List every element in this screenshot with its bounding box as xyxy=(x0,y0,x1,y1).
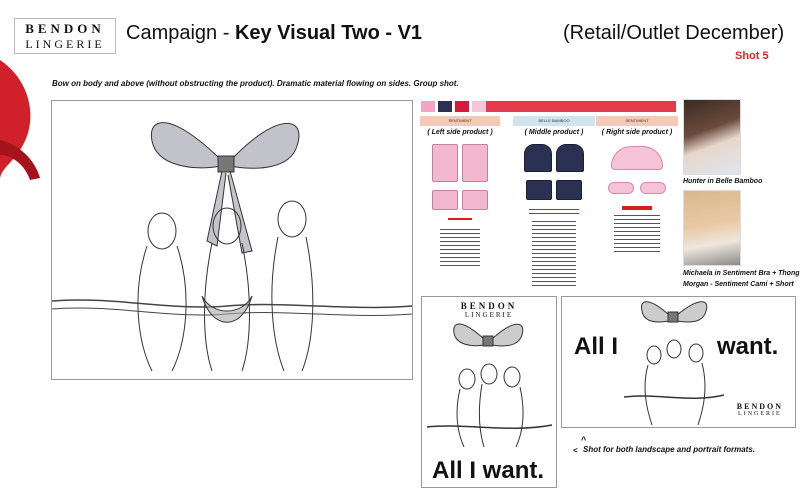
model-photo-hunter xyxy=(683,99,741,175)
thong-pink-image-2 xyxy=(640,182,666,194)
product-header-middle: BELLE BAMBOO xyxy=(513,116,595,126)
portrait-sketch xyxy=(422,319,556,449)
product-position-left: ( Left side product ) xyxy=(427,129,493,136)
color-swatch-pink xyxy=(421,101,435,112)
color-swatch-red xyxy=(455,101,469,112)
landscape-logo xyxy=(737,402,783,417)
product-details-right xyxy=(614,212,660,252)
product-column-middle xyxy=(513,116,595,290)
portrait-format-card xyxy=(421,296,557,488)
color-swatch-navy xyxy=(438,101,452,112)
product-code-middle-red xyxy=(529,206,579,216)
page-subtitle: (Retail/Outlet December) xyxy=(563,22,785,44)
product-column-right xyxy=(596,116,678,254)
product-details-middle xyxy=(532,218,576,288)
thong-pink-image xyxy=(608,182,634,194)
brief-text: Bow on body and above (without obstructing the product). Dramatic material flowing on sides. Group shot. xyxy=(52,79,459,88)
bra-pink-image xyxy=(611,146,663,170)
brand-line2: LINGERIE xyxy=(25,37,105,51)
product-position-right: ( Right side product ) xyxy=(601,129,673,136)
title-prefix: Campaign - xyxy=(126,22,235,44)
brief-navy-image-2 xyxy=(556,180,582,200)
cami-pink-image-2 xyxy=(462,144,488,182)
brand-logo xyxy=(14,18,116,54)
portrait-headline: All I want. xyxy=(432,457,545,484)
arrow-marker: < xyxy=(573,446,578,455)
landscape-logo-line2: LINGERIE xyxy=(738,411,782,417)
product-column-left xyxy=(420,116,500,268)
landscape-headline-left: All I xyxy=(574,333,619,360)
brief-navy-image xyxy=(526,180,552,200)
brand-line1: BENDON xyxy=(25,21,105,36)
product-code-right-red xyxy=(622,206,652,210)
short-pink-image xyxy=(432,190,458,210)
bra-navy-image xyxy=(524,144,552,172)
model2-caption-line2: Morgan - Sentiment Cami + Short xyxy=(683,281,794,288)
landscape-logo-line1: BENDON xyxy=(736,402,783,411)
landscape-format-card xyxy=(561,296,796,428)
product-details-left xyxy=(440,226,480,266)
bra-navy-image-2 xyxy=(556,144,584,172)
short-pink-image-2 xyxy=(462,190,488,210)
main-sketch-image xyxy=(51,100,413,380)
portrait-logo-line1: BENDON xyxy=(460,301,518,311)
landscape-headline-right: want. xyxy=(717,333,779,360)
cami-pink-image xyxy=(432,144,458,182)
model-photo-michaela xyxy=(683,190,741,266)
shot-label: Shot 5 xyxy=(735,50,769,62)
model1-caption: Hunter in Belle Bamboo xyxy=(683,178,763,185)
format-note: Shot for both landscape and portrait formats. xyxy=(583,445,756,454)
portrait-logo xyxy=(422,301,556,319)
landscape-sketch xyxy=(624,297,724,427)
product-code-left-red xyxy=(420,218,500,224)
caret-marker: ^ xyxy=(581,435,587,445)
title-bold: Key Visual Two - V1 xyxy=(234,22,423,44)
product-header-left: SENTIMENT xyxy=(420,116,500,126)
color-bar xyxy=(486,101,676,112)
color-swatch-light-pink xyxy=(472,101,486,112)
portrait-logo-line2: LINGERIE xyxy=(464,311,514,319)
sketch-illustration xyxy=(52,101,412,379)
product-header-right: SENTIMENT xyxy=(596,116,678,126)
product-position-middle: ( Middle product ) xyxy=(524,129,584,136)
model2-caption-line1: Michaela in Sentiment Bra + Thong xyxy=(683,270,800,277)
red-ribbon-decoration xyxy=(0,60,46,180)
page-title xyxy=(126,22,422,45)
